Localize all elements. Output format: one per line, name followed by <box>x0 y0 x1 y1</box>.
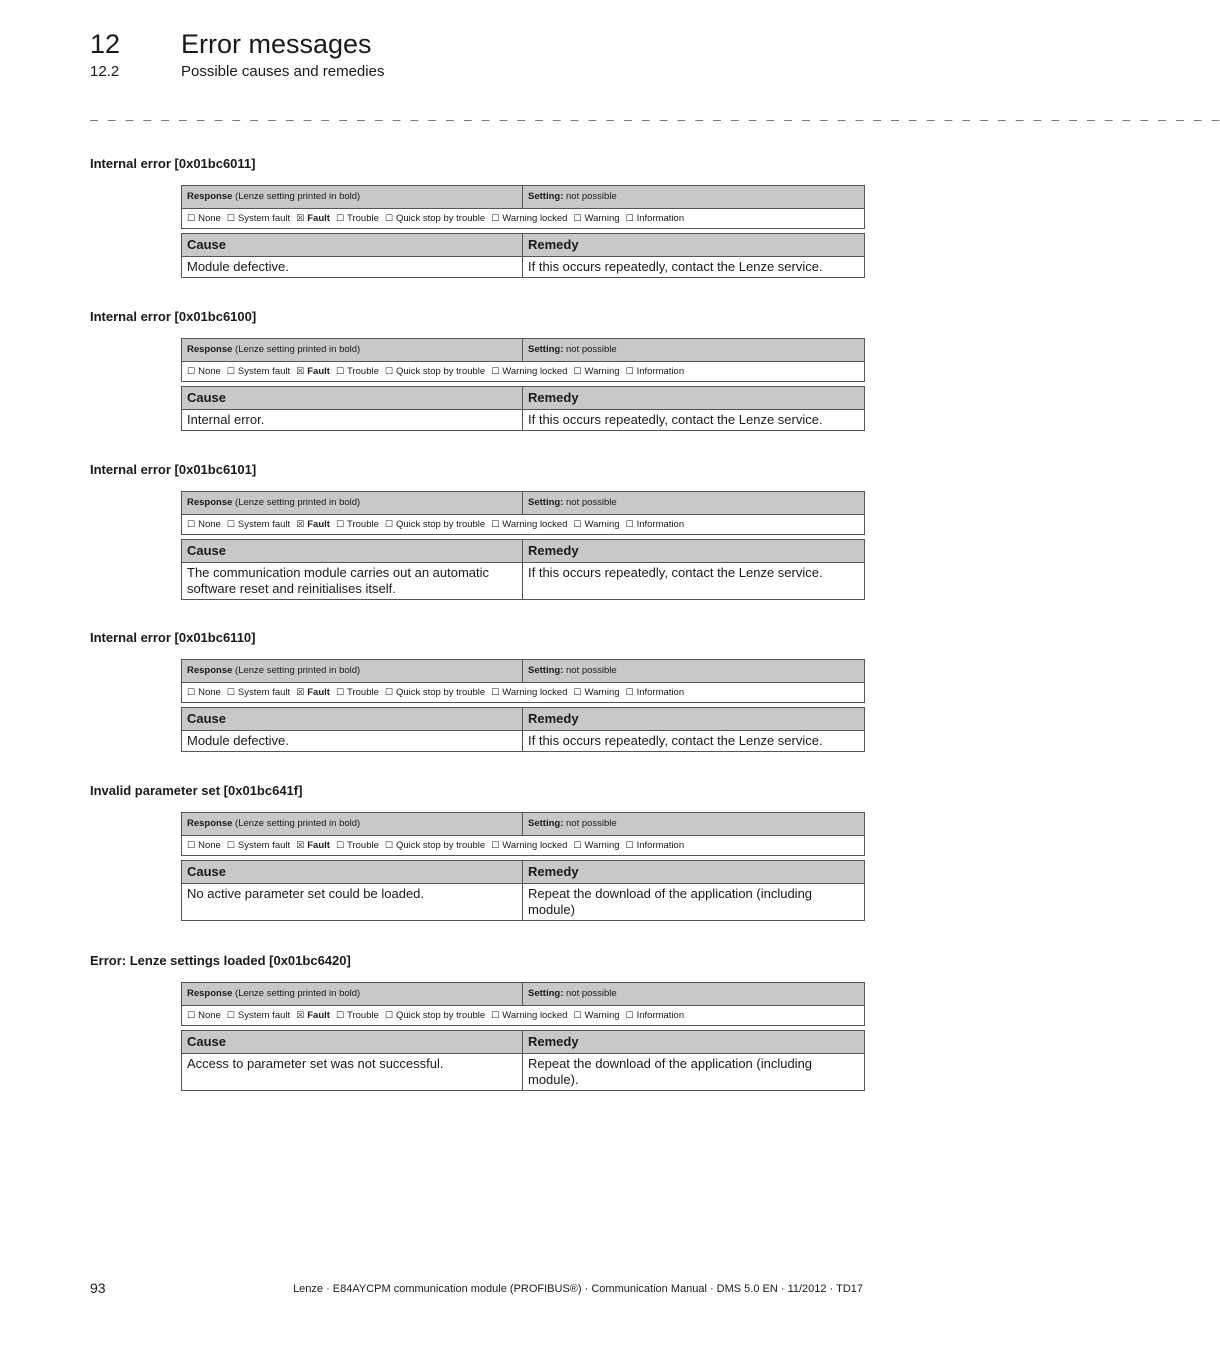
section-title: Possible causes and remedies <box>181 63 385 80</box>
response-option-label: System fault <box>237 686 291 698</box>
response-option-label: Warning <box>584 212 620 224</box>
unchecked-box-icon: ☐ <box>625 840 634 851</box>
response-option-label: Warning locked <box>502 518 568 530</box>
response-option-label: Warning locked <box>502 212 568 224</box>
response-option <box>187 1010 221 1021</box>
response-option <box>296 213 330 224</box>
response-option-label: None <box>198 212 221 224</box>
cause-remedy-table <box>181 1030 865 1091</box>
page-number: 93 <box>90 1280 106 1296</box>
setting-label: Setting: <box>528 191 564 202</box>
response-option <box>573 213 619 224</box>
cause-header: Cause <box>182 234 523 257</box>
remedy-header: Remedy <box>523 708 865 731</box>
response-option-label: Quick stop by trouble <box>395 518 486 530</box>
response-option-label: Information <box>636 1009 685 1021</box>
response-option <box>336 687 379 698</box>
response-option-label: Trouble <box>347 518 379 530</box>
response-option <box>336 519 379 530</box>
response-option-label: Trouble <box>347 839 379 851</box>
response-label: Response <box>187 988 233 999</box>
response-option-label: Quick stop by trouble <box>395 686 486 698</box>
response-table <box>181 659 865 703</box>
error-heading: Internal error [0x01bc6011] <box>90 156 256 171</box>
response-option <box>573 840 619 851</box>
unchecked-box-icon: ☐ <box>491 366 500 377</box>
response-option <box>187 213 221 224</box>
response-option <box>385 1010 485 1021</box>
response-option <box>227 1010 290 1021</box>
unchecked-box-icon: ☐ <box>226 1010 235 1021</box>
response-table <box>181 491 865 535</box>
error-heading: Invalid parameter set [0x01bc641f] <box>90 783 303 798</box>
unchecked-box-icon: ☐ <box>625 519 634 530</box>
response-option <box>491 1010 567 1021</box>
unchecked-box-icon: ☐ <box>625 366 634 377</box>
response-option <box>626 213 685 224</box>
response-option <box>626 687 685 698</box>
response-table <box>181 982 865 1026</box>
response-header <box>182 492 523 515</box>
response-option <box>336 840 379 851</box>
response-option <box>385 366 485 377</box>
unchecked-box-icon: ☐ <box>226 366 235 377</box>
setting-header <box>523 983 865 1006</box>
unchecked-box-icon: ☐ <box>335 1010 345 1021</box>
response-option <box>573 519 619 530</box>
response-option <box>187 687 221 698</box>
unchecked-box-icon: ☐ <box>384 687 393 698</box>
remedy-header: Remedy <box>523 387 865 410</box>
unchecked-box-icon: ☐ <box>335 213 345 224</box>
unchecked-box-icon: ☐ <box>187 213 196 224</box>
response-option <box>385 687 485 698</box>
response-options <box>182 1006 865 1026</box>
response-option-label: None <box>198 839 221 851</box>
response-option <box>296 366 330 377</box>
response-note: (Lenze setting printed in bold) <box>235 818 361 829</box>
unchecked-box-icon: ☐ <box>335 519 345 530</box>
unchecked-box-icon: ☐ <box>491 1010 500 1021</box>
checked-box-icon: ☒ <box>296 687 305 698</box>
response-table <box>181 185 865 229</box>
cause-remedy-table <box>181 707 865 752</box>
setting-header <box>523 660 865 683</box>
remedy-header: Remedy <box>523 540 865 563</box>
response-option-label: Information <box>636 686 685 698</box>
response-option <box>227 687 290 698</box>
response-option-label: System fault <box>237 839 291 851</box>
remedy-cell: If this occurs repeatedly, contact the Lenze service. <box>523 257 865 278</box>
checked-box-icon: ☒ <box>296 366 305 377</box>
error-heading: Internal error [0x01bc6101] <box>90 462 257 477</box>
response-options <box>182 836 865 856</box>
cause-cell: Access to parameter set was not successful. <box>182 1054 523 1091</box>
response-option-label: Quick stop by trouble <box>395 212 486 224</box>
checked-box-icon: ☒ <box>296 519 305 530</box>
response-note: (Lenze setting printed in bold) <box>235 988 361 999</box>
response-header <box>182 186 523 209</box>
cause-header: Cause <box>182 861 523 884</box>
remedy-cell: Repeat the download of the application (including module). <box>523 1054 865 1091</box>
unchecked-box-icon: ☐ <box>384 1010 393 1021</box>
response-option-label: Warning <box>584 1009 620 1021</box>
response-option-label: Fault <box>307 212 330 224</box>
setting-value: not possible <box>566 191 617 202</box>
response-label: Response <box>187 191 233 202</box>
response-table <box>181 338 865 382</box>
setting-header <box>523 186 865 209</box>
response-option <box>227 366 290 377</box>
response-option <box>336 366 379 377</box>
cause-cell: Internal error. <box>182 410 523 431</box>
setting-value: not possible <box>566 344 617 355</box>
response-label: Response <box>187 497 233 508</box>
unchecked-box-icon: ☐ <box>335 366 345 377</box>
remedy-cell: If this occurs repeatedly, contact the Lenze service. <box>523 410 865 431</box>
response-option-label: None <box>198 1009 221 1021</box>
response-header <box>182 983 523 1006</box>
section-number: 12.2 <box>90 63 120 80</box>
response-option-label: System fault <box>237 1009 291 1021</box>
response-option <box>187 519 221 530</box>
chapter-number: 12 <box>90 29 121 59</box>
response-option-label: System fault <box>237 365 291 377</box>
response-option <box>385 840 485 851</box>
response-option-label: Trouble <box>347 212 379 224</box>
response-option-label: Warning <box>584 365 620 377</box>
response-option <box>336 213 379 224</box>
remedy-cell: Repeat the download of the application (including module) <box>523 884 865 921</box>
setting-value: not possible <box>566 818 617 829</box>
response-option-label: Warning <box>584 518 620 530</box>
response-option <box>491 840 567 851</box>
response-option <box>573 687 619 698</box>
response-option-label: Warning <box>584 686 620 698</box>
cause-header: Cause <box>182 387 523 410</box>
response-label: Response <box>187 818 233 829</box>
cause-remedy-table <box>181 539 865 600</box>
chapter-title: Error messages <box>181 29 372 59</box>
unchecked-box-icon: ☐ <box>625 687 634 698</box>
response-option-label: Fault <box>307 839 330 851</box>
remedy-header: Remedy <box>523 234 865 257</box>
response-option <box>626 840 685 851</box>
response-option <box>187 366 221 377</box>
remedy-cell: If this occurs repeatedly, contact the Lenze service. <box>523 731 865 752</box>
remedy-cell: If this occurs repeatedly, contact the Lenze service. <box>523 563 865 600</box>
unchecked-box-icon: ☐ <box>573 1010 582 1021</box>
response-option-label: Warning locked <box>502 365 568 377</box>
cause-cell: No active parameter set could be loaded. <box>182 884 523 921</box>
response-option <box>227 519 290 530</box>
unchecked-box-icon: ☐ <box>573 519 582 530</box>
response-option <box>573 366 619 377</box>
unchecked-box-icon: ☐ <box>491 687 500 698</box>
response-option-label: System fault <box>237 212 291 224</box>
cause-remedy-table <box>181 860 865 921</box>
cause-header: Cause <box>182 708 523 731</box>
checked-box-icon: ☒ <box>296 213 305 224</box>
response-options <box>182 515 865 535</box>
response-option <box>626 519 685 530</box>
setting-value: not possible <box>566 497 617 508</box>
unchecked-box-icon: ☐ <box>573 366 582 377</box>
unchecked-box-icon: ☐ <box>625 1010 634 1021</box>
response-option-label: Fault <box>307 365 330 377</box>
response-option-label: Warning locked <box>502 839 568 851</box>
unchecked-box-icon: ☐ <box>384 519 393 530</box>
response-note: (Lenze setting printed in bold) <box>235 665 361 676</box>
response-option-label: Trouble <box>347 1009 379 1021</box>
response-option <box>227 213 290 224</box>
response-option-label: Information <box>636 365 685 377</box>
response-note: (Lenze setting printed in bold) <box>235 497 361 508</box>
error-heading: Error: Lenze settings loaded [0x01bc6420] <box>90 953 351 968</box>
response-label: Response <box>187 665 233 676</box>
remedy-header: Remedy <box>523 861 865 884</box>
response-note: (Lenze setting printed in bold) <box>235 191 361 202</box>
response-option <box>573 1010 619 1021</box>
response-header <box>182 660 523 683</box>
response-header <box>182 339 523 362</box>
unchecked-box-icon: ☐ <box>573 213 582 224</box>
response-option-label: Warning locked <box>502 1009 568 1021</box>
response-option <box>491 366 567 377</box>
response-option <box>385 519 485 530</box>
response-option-label: Trouble <box>347 686 379 698</box>
response-header <box>182 813 523 836</box>
unchecked-box-icon: ☐ <box>187 366 196 377</box>
response-option-label: None <box>198 518 221 530</box>
response-option <box>626 1010 685 1021</box>
setting-value: not possible <box>566 665 617 676</box>
unchecked-box-icon: ☐ <box>384 366 393 377</box>
response-option-label: Information <box>636 839 685 851</box>
header-divider: _ _ _ _ _ _ _ _ _ _ _ _ _ _ _ _ _ _ _ _ _ _ _ _ _ _ _ _ _ _ _ _ _ _ _ _ _ _ _ _ _ _ _ _ _ _ _ _ _ _ _ _ _ _ _ _ _ _ _ _ _ _ _ _ <box>90 108 1220 123</box>
cause-header: Cause <box>182 1031 523 1054</box>
error-heading: Internal error [0x01bc6110] <box>90 630 256 645</box>
response-option <box>296 840 330 851</box>
setting-label: Setting: <box>528 344 564 355</box>
response-label: Response <box>187 344 233 355</box>
response-option-label: None <box>198 365 221 377</box>
checked-box-icon: ☒ <box>296 840 305 851</box>
error-heading: Internal error [0x01bc6100] <box>90 309 257 324</box>
setting-value: not possible <box>566 988 617 999</box>
remedy-header: Remedy <box>523 1031 865 1054</box>
response-option <box>385 213 485 224</box>
response-option-label: None <box>198 686 221 698</box>
unchecked-box-icon: ☐ <box>187 840 196 851</box>
setting-label: Setting: <box>528 818 564 829</box>
response-option <box>296 1010 330 1021</box>
response-table <box>181 812 865 856</box>
unchecked-box-icon: ☐ <box>226 687 235 698</box>
response-options <box>182 209 865 229</box>
response-option <box>336 1010 379 1021</box>
cause-remedy-table <box>181 233 865 278</box>
response-option-label: Warning <box>584 839 620 851</box>
unchecked-box-icon: ☐ <box>226 213 235 224</box>
unchecked-box-icon: ☐ <box>335 687 345 698</box>
response-option <box>491 687 567 698</box>
response-option-label: Warning locked <box>502 686 568 698</box>
setting-header <box>523 813 865 836</box>
setting-label: Setting: <box>528 665 564 676</box>
response-options <box>182 362 865 382</box>
footer-text: Lenze · E84AYCPM communication module (PROFIBUS®) · Communication Manual · DMS 5.0 EN · 11/2012 · TD17 <box>293 1283 863 1295</box>
response-option-label: Fault <box>307 686 330 698</box>
unchecked-box-icon: ☐ <box>384 840 393 851</box>
response-option <box>296 519 330 530</box>
response-option <box>491 213 567 224</box>
response-option <box>187 840 221 851</box>
unchecked-box-icon: ☐ <box>573 840 582 851</box>
response-option <box>491 519 567 530</box>
unchecked-box-icon: ☐ <box>573 687 582 698</box>
cause-cell: The communication module carries out an automatic software reset and reinitialises itself. <box>182 563 523 600</box>
response-option-label: Information <box>636 518 685 530</box>
response-option-label: Information <box>636 212 685 224</box>
unchecked-box-icon: ☐ <box>187 1010 196 1021</box>
response-option <box>227 840 290 851</box>
unchecked-box-icon: ☐ <box>491 213 500 224</box>
cause-cell: Module defective. <box>182 257 523 278</box>
response-option-label: Fault <box>307 518 330 530</box>
response-option-label: Quick stop by trouble <box>395 365 486 377</box>
response-options <box>182 683 865 703</box>
setting-header <box>523 492 865 515</box>
response-option <box>296 687 330 698</box>
unchecked-box-icon: ☐ <box>226 519 235 530</box>
unchecked-box-icon: ☐ <box>226 840 235 851</box>
response-option-label: Quick stop by trouble <box>395 839 486 851</box>
response-option-label: Trouble <box>347 365 379 377</box>
unchecked-box-icon: ☐ <box>335 840 345 851</box>
response-option-label: System fault <box>237 518 291 530</box>
unchecked-box-icon: ☐ <box>491 840 500 851</box>
unchecked-box-icon: ☐ <box>491 519 500 530</box>
unchecked-box-icon: ☐ <box>384 213 393 224</box>
setting-label: Setting: <box>528 497 564 508</box>
unchecked-box-icon: ☐ <box>625 213 634 224</box>
cause-header: Cause <box>182 540 523 563</box>
setting-label: Setting: <box>528 988 564 999</box>
cause-remedy-table <box>181 386 865 431</box>
response-option-label: Fault <box>307 1009 330 1021</box>
setting-header <box>523 339 865 362</box>
response-note: (Lenze setting printed in bold) <box>235 344 361 355</box>
response-option <box>626 366 685 377</box>
response-option-label: Quick stop by trouble <box>395 1009 486 1021</box>
unchecked-box-icon: ☐ <box>187 519 196 530</box>
unchecked-box-icon: ☐ <box>187 687 196 698</box>
cause-cell: Module defective. <box>182 731 523 752</box>
checked-box-icon: ☒ <box>296 1010 305 1021</box>
